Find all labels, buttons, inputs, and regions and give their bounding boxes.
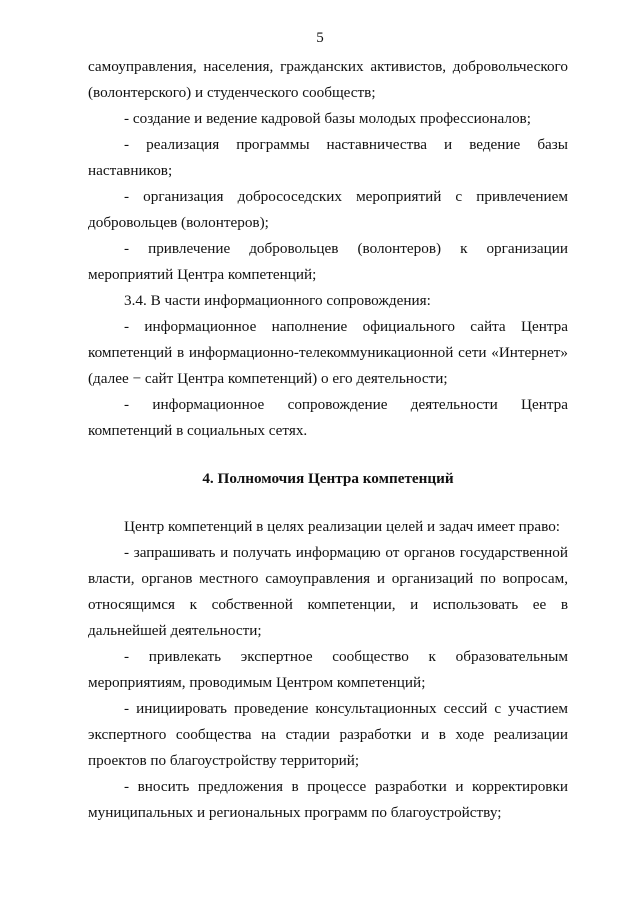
- subsection-title: 3.4. В части информационного сопровождения:: [124, 292, 431, 309]
- list-item: - привлечение добровольцев (волонтеров) к организации мероприятий Центра компетенций;: [88, 240, 568, 283]
- section-heading: 4. Полномочия Центра компетенций: [202, 470, 454, 487]
- list-item: - инициировать проведение консультационных сессий с участием экспертного сообщества на стадии разработки и в ходе реализации проектов по благоустройству территорий;: [88, 700, 568, 769]
- list-item: - информационное сопровождение деятельности Центра компетенций в социальных сетях.: [88, 396, 568, 439]
- list-item: - создание и ведение кадровой базы молодых профессионалов;: [124, 110, 531, 127]
- list-item: - реализация программы наставничества и ведение базы наставников;: [88, 136, 568, 179]
- page-number: 5: [316, 30, 324, 46]
- list-item: - привлекать экспертное сообщество к образовательным мероприятиям, проводимым Центром компетенций;: [88, 648, 568, 691]
- list-item: - вносить предложения в процессе разработки и корректировки муниципальных и региональных программ по благоустройству;: [88, 778, 568, 821]
- list-item: - запрашивать и получать информацию от органов государственной власти, органов местного самоуправления и организаций по вопросам, относящимся к собственной компетенции, и использовать ее в дальнейшей деятельности;: [88, 544, 568, 639]
- paragraph-continuation: самоуправления, населения, гражданских активистов, добровольческого (волонтерского) и студенческого сообществ;: [88, 58, 568, 101]
- list-item: - организация добрососедских мероприятий с привлечением добровольцев (волонтеров);: [88, 188, 568, 231]
- section-intro: Центр компетенций в целях реализации целей и задач имеет право:: [124, 518, 561, 535]
- document-body: [88, 54, 568, 826]
- list-item: - информационное наполнение официального сайта Центра компетенций в информационно-телекоммуникационной сети «Интернет» (далее − сайт Центра компетенций) о его деятельности;: [88, 318, 568, 387]
